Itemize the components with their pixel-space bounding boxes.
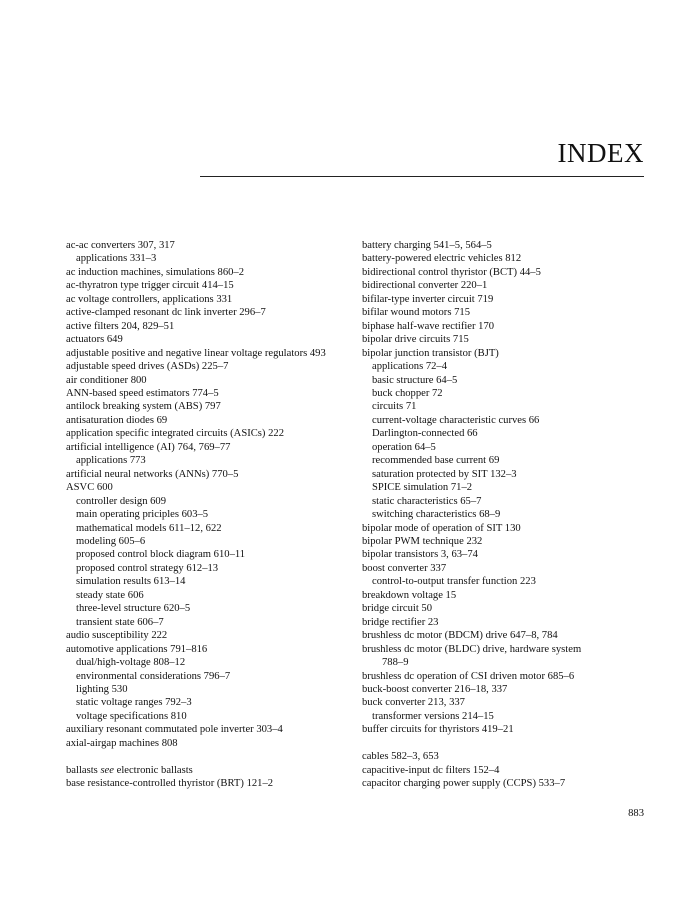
- index-entry: boost converter 337: [362, 562, 447, 574]
- index-subentry: lighting 530: [76, 683, 128, 695]
- index-entry: bipolar transistors 3, 63–74: [362, 549, 478, 561]
- index-entry: bipolar PWM technique 232: [362, 535, 483, 547]
- index-entry: bipolar drive circuits 715: [362, 334, 469, 346]
- index-subentry: controller design 609: [76, 495, 167, 507]
- index-subentry: three-level structure 620–5: [76, 603, 191, 615]
- index-subentry: 788–9: [382, 657, 409, 669]
- index-entry: air conditioner 800: [66, 374, 147, 386]
- index-subentry: basic structure 64–5: [372, 374, 458, 386]
- index-subentry: transient state 606–7: [76, 616, 164, 628]
- index-subentry: environmental considerations 796–7: [76, 670, 231, 682]
- index-entry: artificial neural networks (ANNs) 770–5: [66, 468, 239, 480]
- index-entry: buck-boost converter 216–18, 337: [362, 683, 508, 695]
- index-entry: actuators 649: [66, 334, 123, 346]
- index-entry: auxiliary resonant commutated pole inverter 303–4: [66, 724, 283, 736]
- index-title: INDEX: [557, 138, 644, 168]
- index-entry: application specific integrated circuits (ASICs) 222: [66, 428, 284, 440]
- index-entry: buck converter 213, 337: [362, 697, 465, 709]
- index-entry: breakdown voltage 15: [362, 589, 457, 601]
- entry-gap: [66, 750, 326, 763]
- index-entry: artificial intelligence (AI) 764, 769–77: [66, 441, 231, 453]
- page-number: 883: [628, 808, 644, 819]
- index-entry: battery-powered electric vehicles 812: [362, 253, 522, 265]
- index-subentry: simulation results 613–14: [76, 576, 186, 588]
- index-entry: ANN-based speed estimators 774–5: [66, 387, 219, 399]
- index-entry: bifilar-type inverter circuit 719: [362, 293, 494, 305]
- index-entry: bifilar wound motors 715: [362, 307, 470, 319]
- index-entry: bridge rectifier 23: [362, 616, 439, 628]
- index-entry: ac voltage controllers, applications 331: [66, 293, 233, 305]
- title-rule: [200, 176, 644, 177]
- index-subentry: switching characteristics 68–9: [372, 509, 501, 521]
- index-subentry: static characteristics 65–7: [372, 495, 482, 507]
- index-entry: automotive applications 791–816: [66, 643, 208, 655]
- index-subentry: control-to-output transfer function 223: [372, 576, 536, 588]
- index-entry: bipolar mode of operation of SIT 130: [362, 522, 521, 534]
- index-entry: brushless dc operation of CSI driven motor 685–6: [362, 670, 575, 682]
- index-column-left: [66, 239, 326, 791]
- index-entry: adjustable positive and negative linear voltage regulators 493: [66, 347, 326, 359]
- index-entry: antisaturation diodes 69: [66, 414, 168, 426]
- index-subentry: proposed control block diagram 610–11: [76, 549, 246, 561]
- index-subentry: voltage specifications 810: [76, 710, 187, 722]
- index-subentry: applications 331–3: [76, 253, 157, 265]
- index-entry: adjustable speed drives (ASDs) 225–7: [66, 361, 229, 373]
- index-entry: brushless dc motor (BLDC) drive, hardware system: [362, 643, 582, 655]
- index-entry: [66, 764, 326, 777]
- index-entry: biphase half-wave rectifier 170: [362, 320, 495, 332]
- index-entry: battery charging 541–5, 564–5: [362, 240, 492, 251]
- index-entry: capacitive-input dc filters 152–4: [362, 764, 500, 776]
- index-entry: bipolar junction transistor (BJT): [362, 347, 499, 359]
- index-entry: bidirectional converter 220–1: [362, 280, 488, 292]
- index-entry: ASVC 600: [66, 482, 113, 494]
- index-subentry: proposed control strategy 612–13: [76, 562, 219, 574]
- index-subentry: buck chopper 72: [372, 387, 443, 399]
- index-entry: buffer circuits for thyristors 419–21: [362, 724, 514, 736]
- index-entry: active filters 204, 829–51: [66, 320, 175, 332]
- index-entry-term: ballasts: [66, 764, 98, 776]
- index-subentry: steady state 606: [76, 589, 144, 601]
- index-entry: ac-ac converters 307, 317: [66, 240, 175, 251]
- index-subentry: circuits 71: [372, 401, 417, 413]
- index-entry: active-clamped resonant dc link inverter 296–7: [66, 307, 266, 319]
- index-subentry: applications 72–4: [372, 361, 448, 373]
- index-entry: antilock breaking system (ABS) 797: [66, 401, 221, 413]
- index-subentry: applications 773: [76, 455, 146, 467]
- index-entry: ac induction machines, simulations 860–2: [66, 266, 245, 278]
- index-subentry: main operating priciples 603–5: [76, 509, 209, 521]
- index-subentry: operation 64–5: [372, 441, 436, 453]
- index-subentry: dual/high-voltage 808–12: [76, 657, 186, 669]
- index-entry: cables 582–3, 653: [362, 751, 439, 763]
- index-entry: bidirectional control thyristor (BCT) 44–5: [362, 266, 541, 278]
- index-entry: bridge circuit 50: [362, 603, 433, 615]
- index-entry: axial-airgap machines 808: [66, 737, 178, 749]
- index-column-right: [362, 239, 581, 791]
- index-entry: brushless dc motor (BDCM) drive 647–8, 784: [362, 630, 558, 642]
- index-subentry: transformer versions 214–15: [372, 710, 494, 722]
- entry-gap: [362, 737, 581, 750]
- index-subentry: current-voltage characteristic curves 66: [372, 414, 540, 426]
- index-subentry: SPICE simulation 71–2: [372, 482, 473, 494]
- index-entry: capacitor charging power supply (CCPS) 533–7: [362, 778, 566, 790]
- index-subentry: recommended base current 69: [372, 455, 500, 467]
- index-subentry: Darlington-connected 66: [372, 428, 478, 440]
- index-subentry: saturation protected by SIT 132–3: [372, 468, 517, 480]
- index-subentry: modeling 605–6: [76, 535, 146, 547]
- see-target: electronic ballasts: [113, 764, 193, 776]
- index-entry: ac-thyratron type trigger circuit 414–15: [66, 280, 234, 292]
- index-entry: audio susceptibility 222: [66, 630, 168, 642]
- index-entry: base resistance-controlled thyristor (BRT) 121–2: [66, 778, 274, 790]
- see-reference: see: [100, 764, 114, 776]
- index-subentry: static voltage ranges 792–3: [76, 697, 192, 709]
- index-subentry: mathematical models 611–12, 622: [76, 522, 222, 534]
